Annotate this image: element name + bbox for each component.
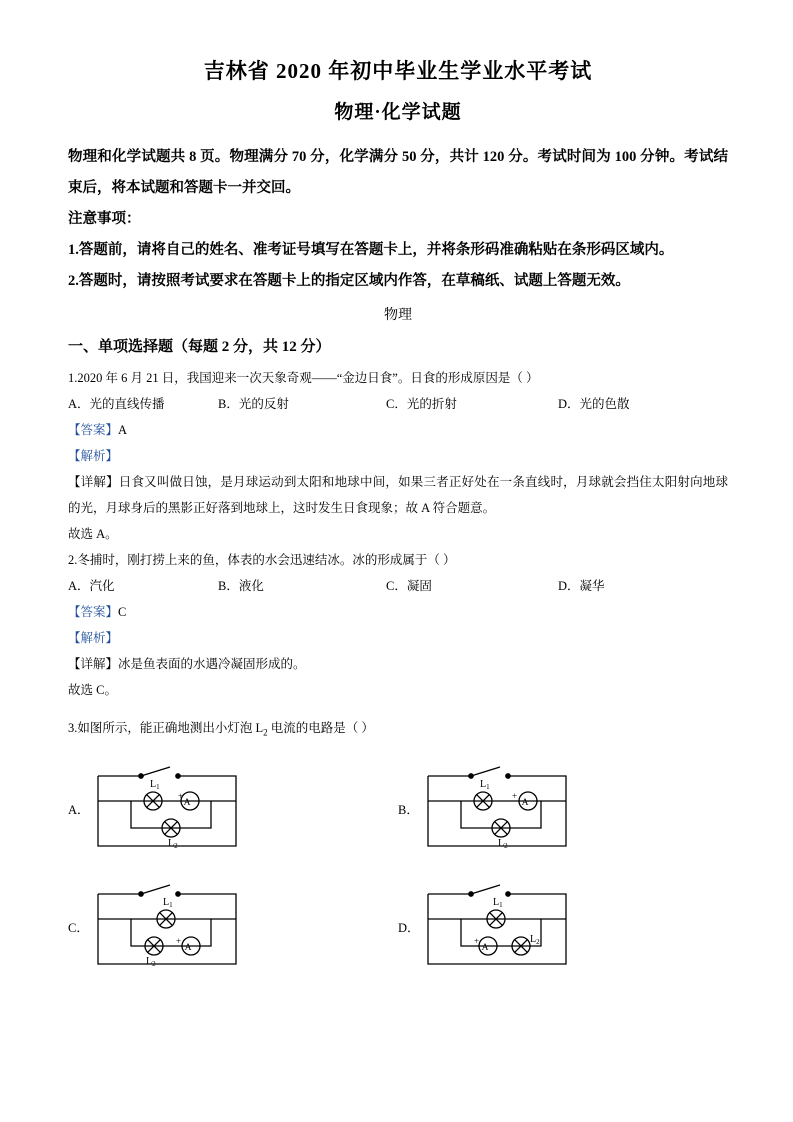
circuit-choice-d-label: D． — [398, 920, 420, 935]
svg-text:+: + — [178, 790, 184, 801]
circuit-choice-a — [68, 756, 398, 868]
circuit-row-bottom — [68, 874, 728, 986]
question-1-option-b: B．光的反射 — [218, 397, 289, 411]
section-heading: 一、单项选择题（每题 2 分，共 12 分） — [68, 339, 331, 355]
page-title: 吉林省 2020 年初中毕业生学业水平考试 — [203, 59, 593, 83]
question-3-stem-part2: 电流的电路是（ ） — [267, 721, 374, 735]
svg-text:+: + — [512, 790, 518, 801]
svg-text:A: A — [481, 942, 489, 953]
question-3-stem-part1: 3.如图所示，能正确地测出小灯泡 L — [68, 721, 264, 735]
svg-text:+: + — [176, 935, 182, 946]
question-3-stem — [68, 715, 728, 746]
circuit-diagram-c — [86, 874, 286, 984]
document-content — [68, 55, 728, 992]
circuit-choice-b — [398, 756, 728, 868]
question-2-options — [68, 573, 728, 599]
subject-heading: 物理 — [384, 308, 412, 323]
question-2-detail: 【详解】冰是鱼表面的水遇冷凝固形成的。 — [68, 657, 306, 671]
circuit-choice-c — [68, 874, 398, 986]
question-1-option-d: D．光的色散 — [558, 397, 630, 411]
question-1-conclusion: 故选 A。 — [68, 527, 118, 541]
page-subtitle: 物理·化学试题 — [334, 102, 462, 123]
question-1-option-a: A．光的直线传播 — [68, 397, 165, 411]
circuit-diagram-a — [86, 756, 286, 866]
circuit-diagram-b — [416, 756, 616, 866]
svg-text:L1: $L_1$ — [480, 778, 490, 791]
answer-tag: 【答案】 — [68, 423, 119, 437]
question-2-option-b: B．液化 — [218, 579, 264, 593]
question-1-option-c: C．光的折射 — [386, 397, 457, 411]
question-1-detail: 【详解】日食又叫做日蚀，是月球运动到太阳和地球中间，如果三者正好处在一条直线时，月球就会挡住太阳射向地球的光，月球身后的黑影正好落到地球上，这时发生日食现象；故 A 符合题意。 — [68, 475, 728, 515]
notice-item-1: 1.答题前，请将自己的姓名、准考证号填写在答题卡上，并将条形码准确粘贴在条形码区域内。 — [68, 242, 674, 258]
svg-text:L1: $L_1$ — [163, 896, 173, 909]
notice-heading: 注意事项： — [68, 211, 141, 227]
question-2-option-d: D．凝华 — [558, 579, 605, 593]
svg-text:L2: $L_2$ — [498, 837, 508, 850]
question-3-stem-subscript: 2 — [263, 727, 268, 738]
svg-text:L1: $L_1$ — [150, 778, 160, 791]
circuit-choice-c-label: C． — [68, 920, 89, 935]
intro-paragraph: 物理和化学试题共 8 页。物理满分 70 分，化学满分 50 分，共计 120 分。考试时间为 100 分钟。考试结束后，将本试题和答题卡一并交回。 — [68, 149, 728, 196]
answer-value: C — [118, 605, 127, 619]
question-2-stem: 2.冬捕时，刚打捞上来的鱼，体表的水会迅速结冰。冰的形成属于（ ） — [68, 553, 456, 567]
circuit-row-top — [68, 756, 728, 868]
circuit-choice-b-label: B． — [398, 802, 419, 817]
svg-text:+: + — [474, 935, 480, 946]
question-1-options — [68, 391, 728, 417]
question-2-analysis-tag: 【解析】 — [68, 631, 119, 645]
question-1-answer — [68, 417, 728, 443]
question-3-circuit-figures — [68, 756, 728, 986]
svg-text:L2: $L_2$ — [168, 837, 178, 850]
question-2-conclusion: 故选 C。 — [68, 683, 117, 697]
circuit-choice-a-label: A． — [68, 802, 90, 817]
notice-item-2: 2.答题时，请按照考试要求在答题卡上的指定区域内作答，在草稿纸、试题上答题无效。 — [68, 273, 630, 289]
question-1-stem: 1.2020 年 6 月 21 日，我国迎来一次天象奇观——“金边日食”。日食的形成原因是（ ） — [68, 371, 539, 385]
question-2-answer — [68, 599, 728, 625]
question-2-option-c: C．凝固 — [386, 579, 432, 593]
circuit-choice-d — [398, 874, 728, 986]
svg-text:A: A — [184, 942, 192, 953]
svg-text:A: A — [183, 797, 191, 808]
answer-tag: 【答案】 — [68, 605, 119, 619]
svg-text:L2: $L_2$ — [530, 933, 540, 946]
question-1-analysis-tag: 【解析】 — [68, 449, 119, 463]
circuit-diagram-d — [416, 874, 616, 984]
svg-text:L2: $L_2$ — [146, 955, 156, 968]
svg-text:L1: $L_1$ — [493, 896, 503, 909]
question-2-option-a: A．汽化 — [68, 579, 115, 593]
answer-value: A — [118, 423, 128, 437]
svg-text:A: A — [521, 797, 529, 808]
